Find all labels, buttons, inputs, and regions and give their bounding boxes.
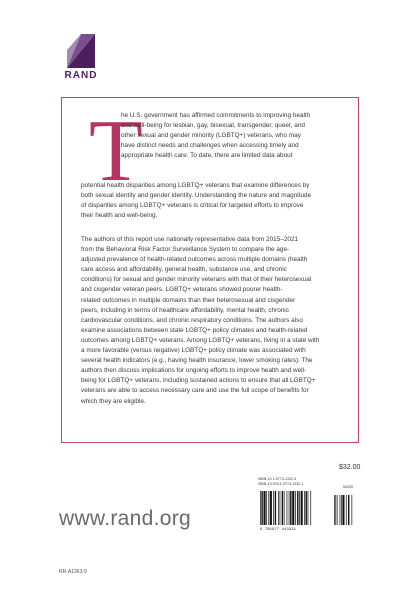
rand-logo — [59, 30, 103, 81]
price-label: $32.00 — [339, 464, 361, 471]
text-line: their health and well-being. — [81, 212, 158, 220]
barcode-icon — [258, 489, 360, 531]
barcode-digits: 9 781977 413321 — [260, 528, 297, 531]
drop-cap: T — [89, 103, 143, 200]
text-line: and well-being for lesbian, gay, bisexual, transgender, queer, and — [121, 122, 305, 130]
text-line: conditions) for sexual and gender minority veterans with that of their heterosexual — [81, 276, 312, 284]
rand-logo-mark — [59, 30, 103, 70]
text-line: being for LGBTQ+ veterans, including sustained actions to ensure that all LGBTQ+ — [81, 377, 316, 385]
text-line: and cisgender veteran peers. LGBTQ+ veterans showed poorer health- — [81, 286, 283, 294]
text-line: which they are eligible. — [81, 397, 146, 405]
text-line: cardiovascular conditions, and chronic respiratory conditions. The authors also — [81, 316, 303, 324]
website-url[interactable]: www.rand.org — [59, 507, 191, 530]
text-line: he U.S. government has affirmed commitments to improving health — [121, 112, 311, 119]
text-line: appropriate health care. To date, there are limited data about — [121, 152, 293, 160]
text-line: potential health disparities among LGBTQ+ veterans that examine differences by — [81, 182, 310, 189]
text-line: several health indicators (e.g., having health insurance, lower smoking rates). The — [81, 357, 313, 365]
isbn-text — [258, 477, 303, 487]
text-line: outcomes among LGBTQ+ veterans. Among LGBTQ+ veterans, living in a state with — [81, 336, 320, 344]
text-line: related outcomes in multiple domains than their heterosexual and cisgender — [81, 296, 296, 304]
text-line: care access and affordability, general health, substance use, and chronic — [81, 266, 287, 274]
barcode-addon-number: 53200 — [343, 485, 353, 489]
intro-paragraph-upper — [121, 111, 310, 161]
text-line: have distinct needs and challenges when accessing timely and — [121, 142, 299, 150]
isbn-10: ISBN-10 1-9774-1332-3 — [258, 477, 297, 481]
text-line: a more favorable (versus negative) LGBTQ+ policy climate was associated with — [81, 347, 306, 355]
summary-paragraph — [81, 235, 319, 407]
text-line: adjusted prevalence of health-related outcomes across multiple domains (health — [81, 256, 308, 264]
text-line: veterans are able to access necessary care and use the full scope of benefits for — [81, 387, 309, 395]
isbn-13: ISBN-13 978-1-9774-1332-1 — [258, 481, 304, 486]
text-line: The authors of this report use nationally representative data from 2015–2021 — [81, 236, 299, 243]
text-line: other sexual and gender minority (LGBTQ+) veterans, who may — [121, 132, 301, 140]
report-code: RR-A1363-9 — [59, 569, 87, 575]
text-line: from the Behavioral Risk Factor Surveillance System to compare the age- — [81, 246, 290, 254]
text-line: peers, including in terms of healthcare affordability, mental health, chronic — [81, 306, 289, 314]
text-line: examine associations between state LGBTQ+ policy climates and health-related — [81, 326, 308, 334]
intro-paragraph-lower — [81, 181, 311, 221]
rand-logo-text: RAND — [64, 70, 98, 81]
text-line: of disparities among LGBTQ+ veterans is critical for targeted efforts to improve — [81, 202, 304, 210]
text-line: both sexual identity and gender identity. Understanding the nature and magnitude — [81, 192, 312, 200]
text-line: authors then discuss implications for ongoing efforts to improve health and well- — [81, 367, 307, 375]
